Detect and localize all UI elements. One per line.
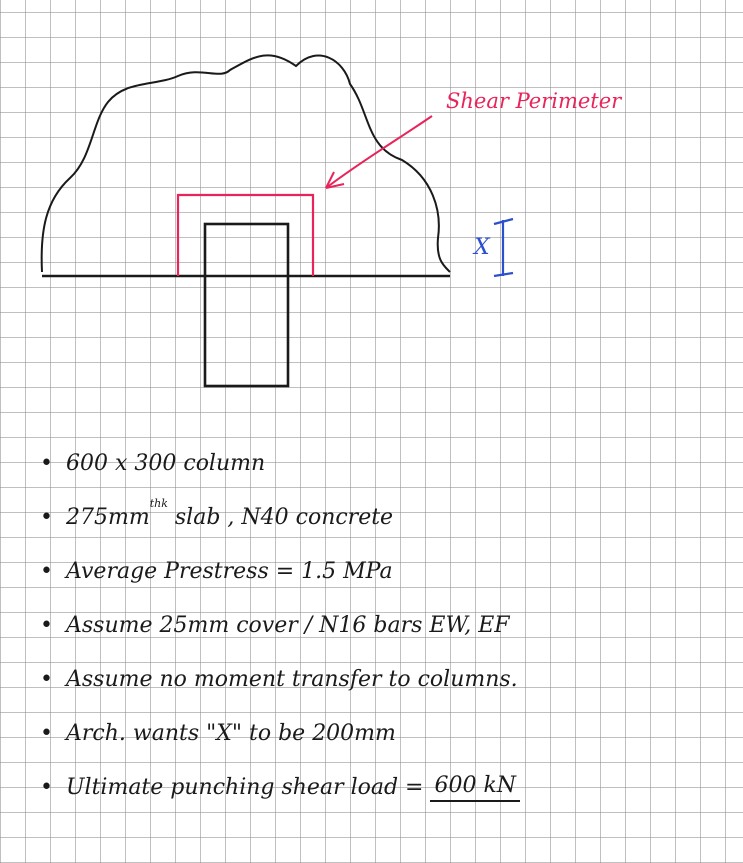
note-text: Ultimate punching shear load =: [66, 774, 431, 800]
slab-outline: [42, 55, 450, 272]
bullet: •: [40, 450, 53, 476]
note-column-size: [40, 436, 730, 490]
bullet: •: [40, 774, 53, 800]
bullet: •: [40, 666, 53, 692]
shear-arrow: [326, 116, 432, 188]
dimension-label: X: [474, 235, 490, 260]
dimension-tick-bottom: [494, 273, 513, 276]
note-text: Assume 25mm cover / N16 bars EW, EF: [66, 612, 510, 638]
shear-perimeter-label: Shear Perimeter: [446, 89, 622, 113]
diagram-sketch: [0, 0, 743, 430]
bullet: •: [40, 504, 53, 530]
note-text: Arch. wants "X" to be 200mm: [66, 720, 396, 746]
bullet: •: [40, 558, 53, 584]
notes-list: [40, 436, 730, 814]
load-value: 600 kN: [430, 773, 520, 802]
note-slab: [40, 490, 730, 544]
note-cover: [40, 598, 730, 652]
note-text: Average Prestress = 1.5 MPa: [66, 558, 393, 584]
note-prestress: [40, 544, 730, 598]
note-text: Assume no moment transfer to columns.: [66, 666, 518, 692]
note-text-rest: slab , N40 concrete: [167, 504, 394, 530]
column: [205, 224, 288, 386]
bullet: •: [40, 720, 53, 746]
bullet: •: [40, 612, 53, 638]
note-moment-transfer: [40, 652, 730, 706]
note-arch-x: [40, 706, 730, 760]
note-superscript: thk: [149, 496, 168, 510]
note-punching-load: [40, 760, 730, 814]
shear-perimeter: [178, 195, 313, 276]
note-text: 275mm: [66, 504, 150, 530]
note-text: 600 x 300 column: [66, 450, 266, 476]
